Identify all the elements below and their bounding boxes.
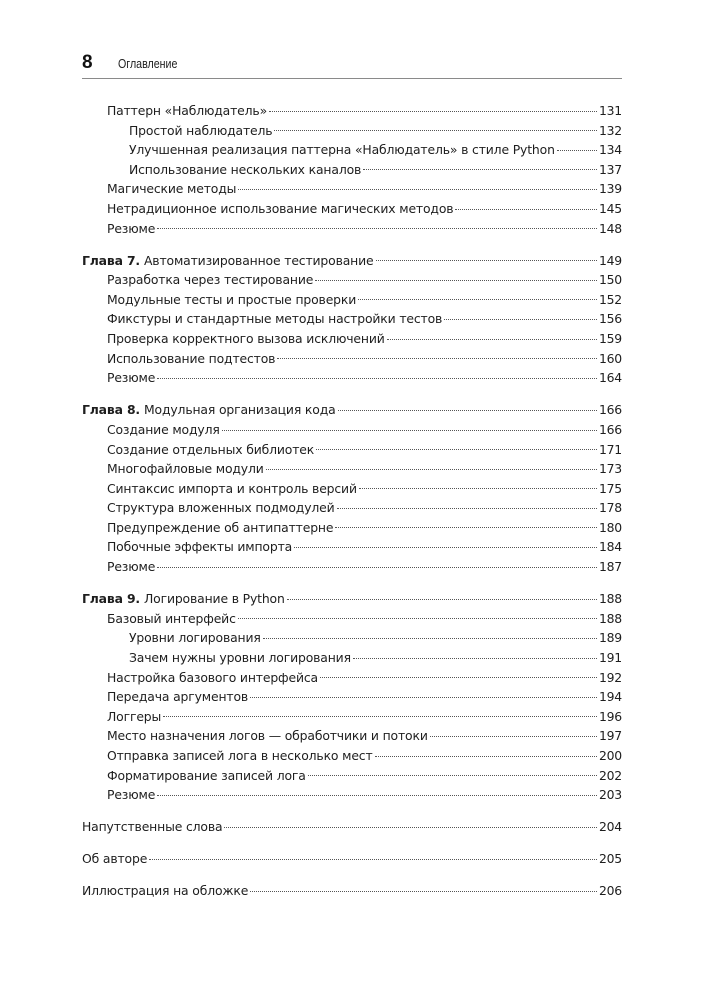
toc-entry-title <box>107 420 220 440</box>
table-of-contents <box>82 101 622 901</box>
toc-entry-page: 150 <box>598 272 622 288</box>
toc-entry-page: 202 <box>598 767 622 783</box>
toc-entry[interactable] <box>82 498 622 518</box>
toc-entry-page: 164 <box>598 370 622 386</box>
toc-entry-title <box>107 518 333 538</box>
dot-leader <box>363 169 597 170</box>
toc-chapter-entry[interactable] <box>82 400 622 420</box>
toc-entry[interactable] <box>82 726 622 746</box>
toc-entry[interactable] <box>82 766 622 786</box>
toc-entry[interactable] <box>82 849 622 869</box>
toc-entry-text: Базовый интерфейс <box>107 610 236 626</box>
toc-entry-page: 131 <box>598 103 622 118</box>
toc-entry[interactable] <box>82 368 622 388</box>
chapter-label: Глава 8. <box>82 402 140 418</box>
toc-entry-page: 159 <box>598 331 622 347</box>
dot-leader <box>316 449 597 450</box>
chapter-label: Глава 7. <box>82 252 140 268</box>
toc-entry-title <box>82 817 222 837</box>
toc-entry[interactable] <box>82 101 622 121</box>
dot-leader <box>359 488 597 489</box>
dot-leader <box>149 859 597 860</box>
toc-entry[interactable] <box>82 440 622 460</box>
dot-leader <box>430 736 597 737</box>
toc-entry-text: Структура вложенных подмодулей <box>107 500 335 516</box>
toc-entry-title <box>82 849 147 869</box>
toc-entry-text: Об авторе <box>82 851 148 867</box>
dot-leader <box>157 378 597 379</box>
toc-entry-text: Автоматизированное тестирование <box>143 252 374 268</box>
toc-entry-title <box>107 687 248 707</box>
toc-entry-page: 173 <box>598 461 622 477</box>
toc-entry-title <box>107 459 264 479</box>
toc-entry[interactable] <box>82 179 622 199</box>
toc-entry-title <box>129 628 261 648</box>
dot-leader <box>375 756 597 757</box>
toc-entry[interactable] <box>82 518 622 538</box>
dot-leader <box>238 618 597 619</box>
dot-leader <box>308 775 597 776</box>
toc-entry-text: Модульная организация кода <box>143 402 336 418</box>
toc-entry[interactable] <box>82 648 622 668</box>
toc-entry-title <box>107 668 318 688</box>
dot-leader <box>224 827 597 828</box>
toc-entry-title <box>107 746 373 766</box>
toc-entry-page: 160 <box>598 350 622 366</box>
toc-entry-text: Фикстуры и стандартные методы настройки тестов <box>107 311 443 327</box>
toc-entry-text: Место назначения логов — обработчики и потоки <box>107 728 428 744</box>
dot-leader <box>250 891 597 892</box>
dot-leader <box>376 260 597 261</box>
toc-entry-title <box>107 557 155 577</box>
toc-entry-text: Форматирование записей лога <box>107 767 306 783</box>
dot-leader <box>157 795 597 796</box>
toc-entry-title <box>107 440 314 460</box>
dot-leader <box>455 209 597 210</box>
toc-entry-title <box>107 270 313 290</box>
toc-entry-text: Резюме <box>107 220 156 236</box>
toc-entry-page: 192 <box>598 669 622 685</box>
running-title: Оглавление <box>118 56 178 71</box>
toc-entry-title <box>107 707 161 727</box>
toc-entry-title <box>107 766 306 786</box>
toc-entry-page: 196 <box>598 708 622 724</box>
toc-entry-text: Передача аргументов <box>107 689 249 705</box>
toc-entry-page: 188 <box>598 610 622 626</box>
toc-entry-page: 149 <box>598 252 622 268</box>
toc-entry-page: 178 <box>598 500 622 516</box>
toc-entry[interactable] <box>82 557 622 577</box>
toc-entry-text: Резюме <box>107 559 156 575</box>
dot-leader <box>157 228 597 229</box>
dot-leader <box>269 111 597 112</box>
toc-entry-page: 152 <box>598 291 622 307</box>
toc-entry-text: Магические методы <box>107 181 237 197</box>
toc-entry-text: Побочные эффекты импорта <box>107 539 293 555</box>
toc-entry[interactable] <box>82 817 622 837</box>
toc-entry-page: 206 <box>598 883 622 899</box>
dot-leader <box>557 150 597 151</box>
toc-entry-page: 205 <box>598 851 622 867</box>
toc-entry-title <box>107 290 356 310</box>
toc-entry[interactable] <box>82 687 622 707</box>
dot-leader <box>263 638 597 639</box>
toc-entry-title <box>107 101 267 121</box>
toc-entry-text: Нетрадиционное использование магических методов <box>107 200 454 216</box>
toc-entry-text: Логгеры <box>107 708 162 724</box>
toc-entry-text: Паттерн «Наблюдатель» <box>107 103 268 118</box>
toc-entry-title <box>107 498 335 518</box>
toc-entry-text: Синтаксис импорта и контроль версий <box>107 480 357 496</box>
toc-entry[interactable] <box>82 707 622 727</box>
toc-entry[interactable] <box>82 459 622 479</box>
toc-entry[interactable] <box>82 309 622 329</box>
toc-entry[interactable] <box>82 609 622 629</box>
toc-entry-title <box>107 537 292 557</box>
toc-entry-page: 197 <box>598 728 622 744</box>
dot-leader <box>338 410 597 411</box>
toc-entry[interactable] <box>82 219 622 239</box>
toc-entry-text: Логирование в Python <box>143 591 285 607</box>
toc-entry-page: 145 <box>598 200 622 216</box>
toc-entry-page: 175 <box>598 480 622 496</box>
toc-chapter-entry[interactable] <box>82 589 622 609</box>
toc-entry-title <box>107 219 155 239</box>
toc-entry-title <box>82 589 285 609</box>
toc-entry-text: Простой наблюдатель <box>129 122 273 138</box>
toc-entry-text: Создание модуля <box>107 421 220 437</box>
toc-entry[interactable] <box>82 290 622 310</box>
dot-leader <box>163 716 597 717</box>
dot-leader <box>353 658 597 659</box>
toc-entry-page: 156 <box>598 311 622 327</box>
chapter-label: Глава 9. <box>82 591 140 607</box>
toc-entry-text: Улучшенная реализация паттерна «Наблюдатель» в стиле Python <box>129 142 555 158</box>
toc-entry-text: Многофайловые модули <box>107 461 264 477</box>
toc-entry-text: Резюме <box>107 787 156 803</box>
toc-entry-text: Использование подтестов <box>107 350 276 366</box>
toc-entry-title <box>129 648 351 668</box>
toc-entry[interactable] <box>82 349 622 369</box>
dot-leader <box>444 319 597 320</box>
toc-entry-title <box>107 329 385 349</box>
toc-entry-title <box>107 179 236 199</box>
toc-entry-page: 188 <box>598 591 622 607</box>
toc-chapter-entry[interactable] <box>82 251 622 271</box>
dot-leader <box>277 358 597 359</box>
toc-entry-text: Резюме <box>107 370 156 386</box>
dot-leader <box>287 599 597 600</box>
toc-entry-title <box>129 140 555 160</box>
toc-entry[interactable] <box>82 199 622 219</box>
toc-entry-title <box>107 479 357 499</box>
toc-entry-title <box>129 160 361 180</box>
page-number: 8 <box>82 52 93 73</box>
toc-entry-title <box>82 400 336 420</box>
dot-leader <box>358 299 597 300</box>
dot-leader <box>222 430 597 431</box>
dot-leader <box>320 677 597 678</box>
toc-entry-title <box>129 121 272 141</box>
dot-leader <box>294 547 597 548</box>
toc-entry-text: Разработка через тестирование <box>107 272 314 288</box>
toc-entry[interactable] <box>82 270 622 290</box>
toc-entry-title <box>107 199 453 219</box>
toc-entry[interactable] <box>82 746 622 766</box>
toc-entry[interactable] <box>82 420 622 440</box>
dot-leader <box>238 189 597 190</box>
toc-entry-page: 132 <box>598 122 622 138</box>
toc-entry-text: Зачем нужны уровни логирования <box>129 649 351 665</box>
toc-entry-title <box>82 881 248 901</box>
toc-entry-page: 137 <box>598 161 622 177</box>
toc-entry-page: 184 <box>598 539 622 555</box>
toc-entry-title <box>107 368 155 388</box>
toc-entry-text: Использование нескольких каналов <box>129 161 362 177</box>
toc-entry-title <box>107 726 428 746</box>
toc-entry-text: Проверка корректного вызова исключений <box>107 331 385 347</box>
toc-entry-title <box>107 349 275 369</box>
toc-entry-text: Предупреждение об антипаттерне <box>107 519 334 535</box>
toc-entry-text: Создание отдельных библиотек <box>107 441 315 457</box>
toc-entry-text: Напутственные слова <box>82 819 223 835</box>
dot-leader <box>337 508 597 509</box>
toc-entry-page: 200 <box>598 747 622 763</box>
toc-entry-page: 204 <box>598 819 622 835</box>
toc-entry-text: Иллюстрация на обложке <box>82 883 249 899</box>
toc-entry[interactable] <box>82 140 622 160</box>
toc-entry-title <box>107 309 442 329</box>
toc-entry-page: 134 <box>598 142 622 158</box>
toc-entry-title <box>107 609 236 629</box>
toc-entry[interactable] <box>82 881 622 901</box>
toc-entry[interactable] <box>82 329 622 349</box>
toc-entry-page: 203 <box>598 787 622 803</box>
toc-entry[interactable] <box>82 537 622 557</box>
toc-entry-page: 180 <box>598 519 622 535</box>
toc-entry[interactable] <box>82 121 622 141</box>
toc-entry-text: Отправка записей лога в несколько мест <box>107 747 373 763</box>
toc-entry[interactable] <box>82 785 622 805</box>
toc-entry[interactable] <box>82 628 622 648</box>
toc-entry[interactable] <box>82 479 622 499</box>
toc-entry[interactable] <box>82 160 622 180</box>
dot-leader <box>335 527 597 528</box>
dot-leader <box>250 697 597 698</box>
toc-entry-page: 166 <box>598 421 622 437</box>
page-header <box>82 52 622 79</box>
toc-entry-page: 139 <box>598 181 622 197</box>
dot-leader <box>274 130 597 131</box>
toc-entry-title <box>82 251 374 271</box>
dot-leader <box>315 280 597 281</box>
toc-entry-page: 191 <box>598 649 622 665</box>
toc-entry-text: Настройка базового интерфейса <box>107 669 318 685</box>
toc-entry-page: 187 <box>598 559 622 575</box>
dot-leader <box>266 469 597 470</box>
toc-entry-text: Модульные тесты и простые проверки <box>107 291 357 307</box>
dot-leader <box>157 567 597 568</box>
toc-entry-page: 148 <box>598 220 622 236</box>
toc-entry-page: 166 <box>598 402 622 418</box>
toc-entry-page: 189 <box>598 630 622 646</box>
toc-entry[interactable] <box>82 668 622 688</box>
dot-leader <box>387 339 597 340</box>
toc-entry-page: 194 <box>598 689 622 705</box>
toc-entry-text: Уровни логирования <box>129 630 261 646</box>
toc-entry-title <box>107 785 155 805</box>
toc-entry-page: 171 <box>598 441 622 457</box>
